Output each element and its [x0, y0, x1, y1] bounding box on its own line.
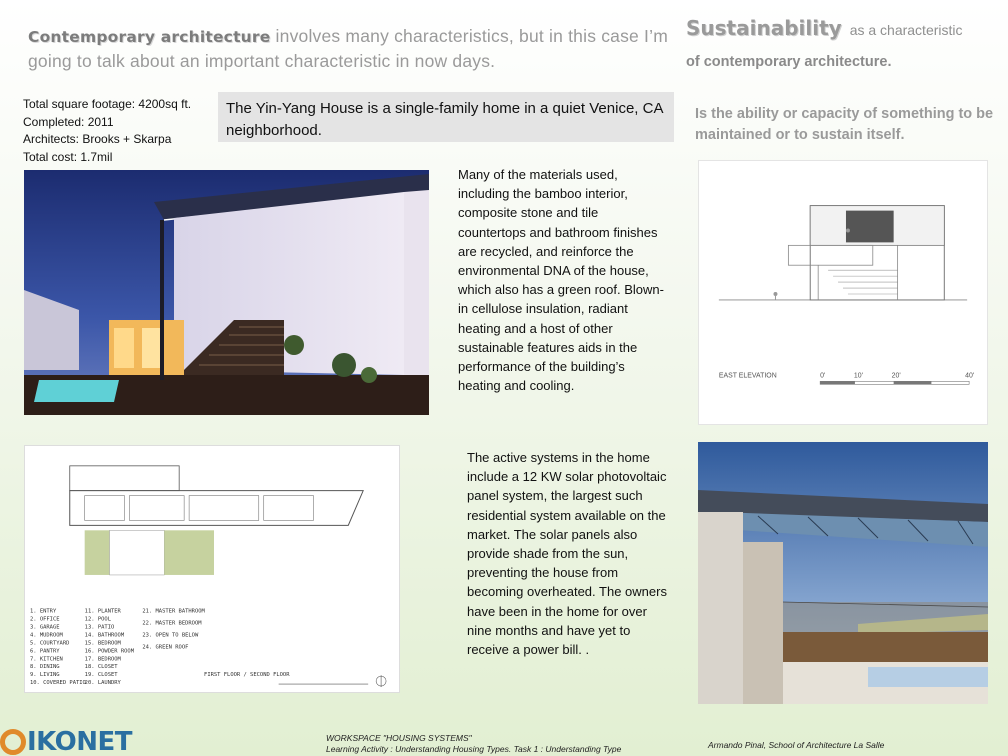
legend-9: 9. LIVING: [29, 672, 60, 679]
legend-21: 21. MASTER BATHROOM: [142, 608, 205, 615]
legend-1: 1. ENTRY: [29, 608, 57, 615]
legend-3: 3. GARAGE: [29, 624, 60, 631]
legend-5: 5. COURTYARD: [29, 640, 70, 647]
legend-7: 7. KITCHEN: [29, 656, 63, 663]
legend-18: 18. CLOSET: [84, 664, 118, 671]
sustainability-heading: [686, 16, 1006, 40]
fact-cost: Total cost: 1.7mil: [23, 149, 113, 164]
elevation-scale-10: 10': [853, 372, 863, 380]
legend-16: 16. POWDER ROOM: [84, 648, 134, 655]
sustainability-subheading: of contemporary architecture.: [686, 54, 892, 70]
fact-area: Total square footage: 4200sq ft.: [23, 97, 192, 111]
elevation-label: EAST ELEVATION: [718, 372, 777, 380]
logo-text: IKONET: [27, 727, 133, 756]
elevation-scale-20: 20': [891, 372, 901, 380]
materials-paragraph: Many of the materials used, including the bamboo interior, composite stone and tile countertops and bathroom finishes are recycled, and reinforce the environmental DNA of the house, which also has a green roof. Blown-in cellulose insulation, radiant heating and a host of other sustainable features aids in the performance of the building’s heating and cooling.: [458, 167, 664, 394]
legend-22: 22. MASTER BEDROOM: [142, 620, 202, 627]
project-facts: [23, 96, 218, 166]
intro-heading: [28, 24, 678, 73]
legend-24: 24. GREEN ROOF: [142, 644, 189, 651]
house-exterior-photo: [24, 170, 429, 415]
logo-ring-icon: [0, 729, 26, 755]
sustainability-suffix: as a characteristic: [849, 22, 963, 38]
footer-author: Armando Pinal, School of Architecture La Salle: [708, 740, 885, 750]
project-description: The Yin-Yang House is a single-family home in a quiet Venice, CA neighborhood.: [218, 92, 674, 142]
legend-23: 23. OPEN TO BELOW: [142, 632, 199, 639]
footer-workspace: WORKSPACE "HOUSING SYSTEMS": [326, 733, 472, 743]
sustainability-definition: Is the ability or capacity of something to be maintained or to sustain itself.: [695, 106, 994, 143]
legend-14: 14. BATHROOM: [84, 632, 125, 639]
legend-13: 13. PATIO: [84, 624, 115, 631]
solar-roof-photo: [698, 442, 988, 704]
sustainability-title: Sustainability: [686, 16, 842, 40]
legend-20: 20. LAUNDRY: [84, 680, 121, 687]
active-systems-paragraph: The active systems in the home include a 12 KW solar photovoltaic panel system, the largest such residential system available on the market. The solar panels also provide shade from the sun, preventing the house from becoming overheated. The owners have been in the home for over nine months and have yet to receive a power bill. .: [467, 450, 667, 658]
footer-course-info: [326, 733, 686, 755]
ikonet-logo: [0, 728, 132, 756]
legend-4: 4. MUDROOM: [29, 632, 63, 639]
elevation-scale-40: 40': [965, 372, 975, 380]
legend-6: 6. PANTRY: [29, 648, 60, 655]
legend-12: 12. POOL: [84, 616, 111, 623]
legend-8: 8. DINING: [29, 664, 60, 671]
fact-completed: Completed: 2011: [23, 114, 114, 129]
legend-15: 15. BEDROOM: [84, 640, 121, 647]
legend-2: 2. OFFICE: [29, 616, 60, 623]
legend-19: 19. CLOSET: [84, 672, 118, 679]
intro-text: involves many characteristics, but in this case I’m going to talk about an important characteristic in now days.: [28, 26, 668, 71]
legend-10: 10. COVERED PATIO: [29, 680, 86, 687]
intro-highlight: Contemporary architecture: [28, 28, 271, 46]
fact-architects: Architects: Brooks + Skarpa: [23, 132, 172, 146]
east-elevation-drawing: [698, 160, 988, 425]
legend-11: 11. PLANTER: [84, 608, 121, 615]
elevation-scale-0: 0': [820, 372, 826, 380]
legend-17: 17. BEDROOM: [84, 656, 121, 663]
plan-caption: FIRST FLOOR / SECOND FLOOR: [204, 672, 290, 679]
floor-plan-drawing: [24, 445, 400, 693]
footer-activity: Learning Activity : Understanding Housing Types. Task 1 : Understanding Type: [326, 744, 622, 754]
